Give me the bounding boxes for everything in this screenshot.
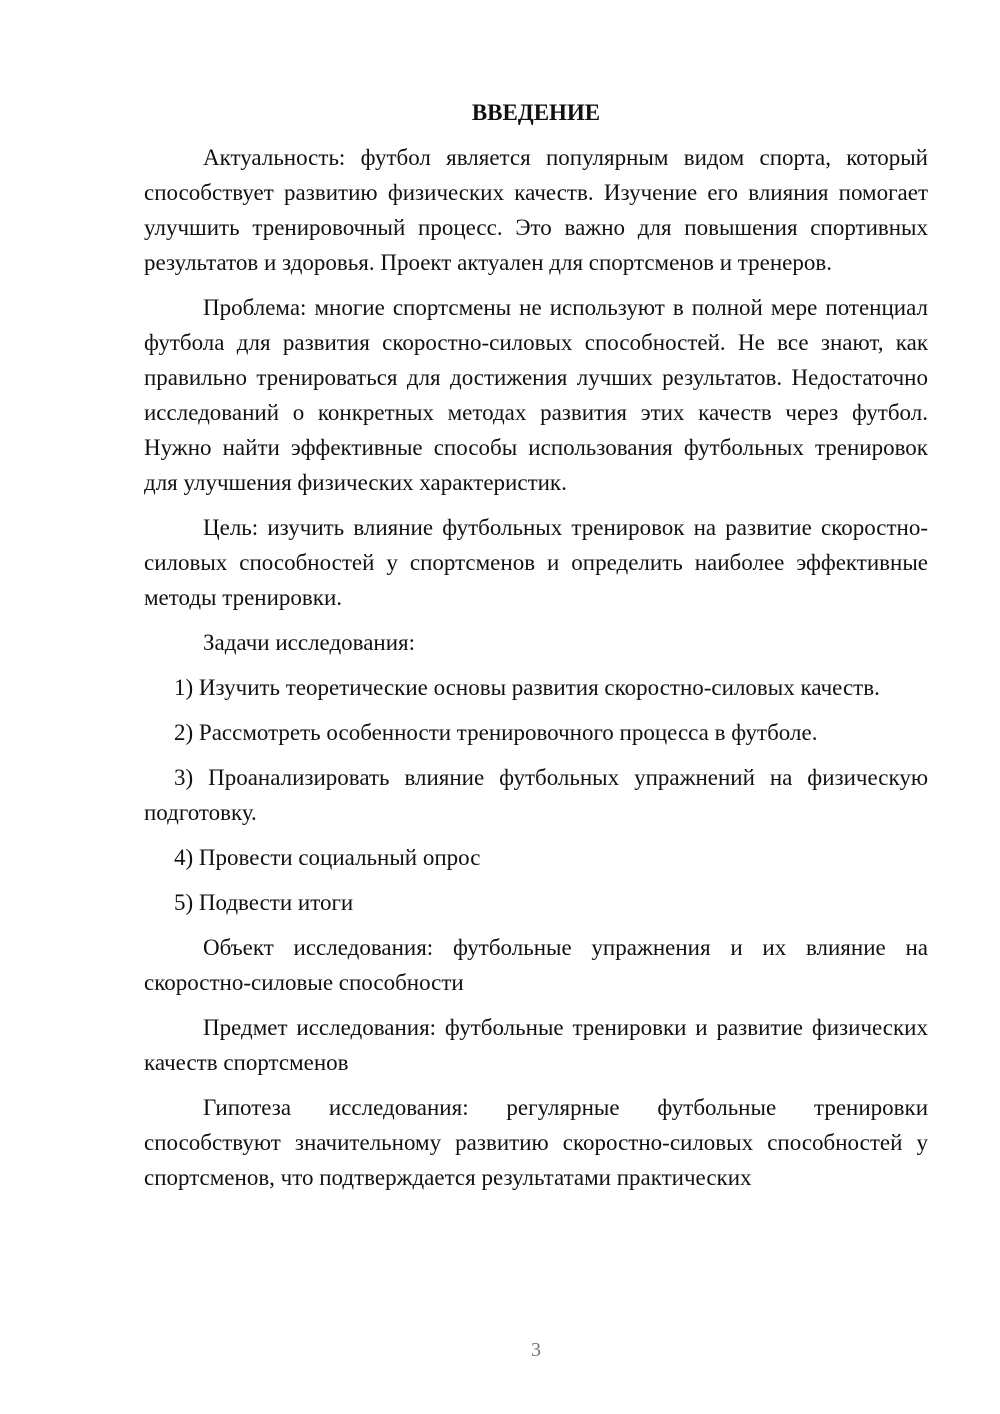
- goal-paragraph: Цель: изучить влияние футбольных тренировок на развитие скоростно-силовых способностей у спортсменов и определить наиболее эффективные методы тренировки.: [144, 515, 928, 610]
- task-item-1: 1) Изучить теоретические основы развития скоростно-силовых качеств.: [174, 675, 880, 700]
- tasks-heading: Задачи исследования:: [203, 630, 416, 655]
- task-item-3: 3) Проанализировать влияние футбольных упражнений на физическую подготовку.: [144, 765, 928, 825]
- hypothesis-paragraph: Гипотеза исследования: регулярные футбольные тренировки способствуют значительному развитию скоростно-силовых способностей у спортсменов, что подтверждается результатами практических: [144, 1095, 928, 1190]
- page-number: 3: [531, 1339, 541, 1361]
- relevance-paragraph: Актуальность: футбол является популярным видом спорта, который способствует развитию физических качеств. Изучение его влияния помогает улучшить тренировочный процесс. Это важно для повышения спортивных результатов и здоровья. Проект актуален для спортсменов и тренеров.: [144, 145, 928, 275]
- object-paragraph: Объект исследования: футбольные упражнения и их влияние на скоростно-силовые способности: [144, 935, 928, 995]
- task-item-2: 2) Рассмотреть особенности тренировочного процесса в футболе.: [174, 720, 818, 745]
- task-item-4: 4) Провести социальный опрос: [174, 845, 481, 870]
- page-content: [144, 95, 928, 1205]
- page-title: ВВЕДЕНИЕ: [471, 100, 601, 125]
- task-item-5: 5) Подвести итоги: [174, 890, 354, 915]
- problem-paragraph: Проблема: многие спортсмены не используют в полной мере потенциал футбола для развития скоростно-силовых способностей. Не все знают, как правильно тренироваться для достижения лучших результатов. Недостаточно исследований о конкретных методах развития этих качеств через футбол. Нужно найти эффективные способы использования футбольных тренировок для улучшения физических характеристик.: [144, 295, 928, 495]
- subject-paragraph: Предмет исследования: футбольные тренировки и развитие физических качеств спортсменов: [144, 1015, 928, 1075]
